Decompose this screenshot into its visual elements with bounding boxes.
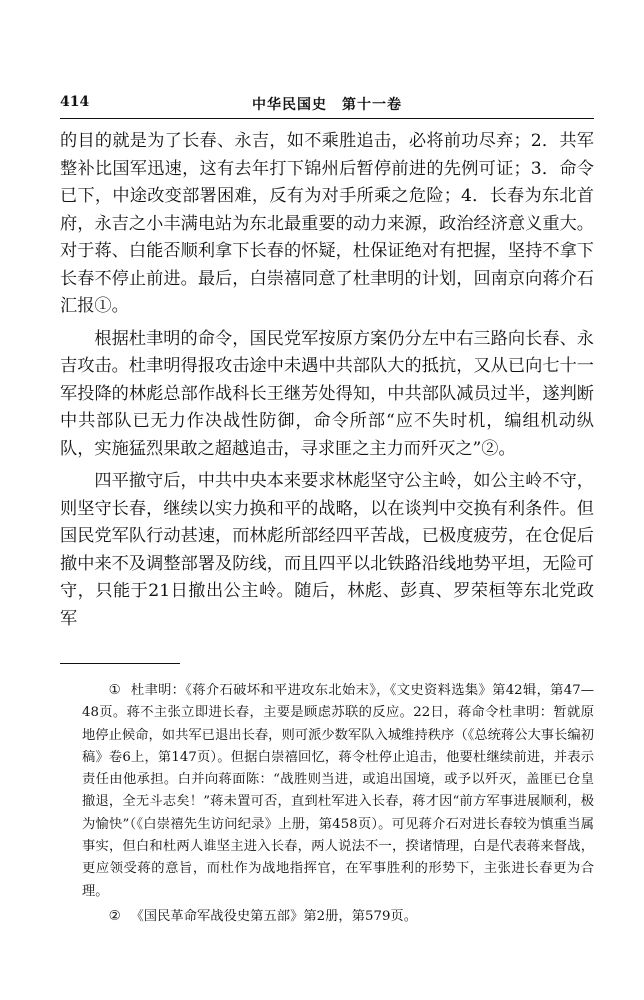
footnote-mark: ② xyxy=(108,908,121,924)
page-number: 414 xyxy=(60,94,90,110)
footnotes xyxy=(60,680,594,931)
footnote xyxy=(60,680,594,903)
body-paragraph: 的目的就是为了长春、永吉，如不乘胜追击，必将前功尽弃；2．共军整补比国军迅速，这有去年打下锦州后暂停前进的先例可证；3．命令已下，中途改变部署困难，反有为对手所乘之危险；4．长春为东北首府，永吉之小丰满电站为东北最重要的动力来源，政治经济意义重大。对于蒋、白能否顺利拿下长春的怀疑，杜保证绝对有把握，坚持不拿下长春不停止前进。最后，白崇禧同意了杜聿明的计划，回南京向蒋介石汇报①。 xyxy=(60,131,594,316)
footnote-mark: ① xyxy=(108,683,121,698)
page-header xyxy=(60,94,594,116)
footnote xyxy=(60,906,594,928)
running-head: 中华民国史 第十一卷 xyxy=(252,97,402,113)
body-text xyxy=(60,128,594,638)
header-rule xyxy=(60,118,594,119)
footnote-text: 杜聿明：《蒋介石破坏和平进攻东北始末》，《文史资料选集》第42辑，第47—48页。蒋不主张立即进长春，主要是顾虑苏联的反应。22日，蒋命令杜聿明：暂就原地停止候命，如共军已退出长春，则可派少数军队入城维持秩序（《总统蒋公大事长编初稿》卷6上，第147页）。但据白崇禧回忆，蒋令杜停止追击，他要杜继续前进，并表示责任由他承担。白并向蒋面陈：“战胜则当进，或追出国境，或予以歼灭，盖匪已仓皇撤退，全无斗志矣！”蒋未置可否，直到杜军进入长春，蒋才因“前方军事进展顺利，极为愉快”（《白崇禧先生访问纪录》上册，第458页）。可见蒋介石对进长春较为慎重当属事实，但白和杜两人谁坚主进入长春，两人说法不一，揆诸情理，白是代表蒋来督战，更应领受蒋的意旨，而杜作为战地指挥官，在军事胜利的形势下，主张进长春更为合理。 xyxy=(82,683,595,899)
body-paragraph: 四平撤守后，中共中央本来要求林彪坚守公主岭，如公主岭不守，则坚守长春，继续以实力换和平的战略，以在谈判中交换有利条件。但国民党军队行动甚速，而林彪所部经四平苦战，已极度疲劳，在仓促后撤中来不及调整部署及防线，而且四平以北铁路沿线地势平坦，无险可守，只能于21日撤出公主岭。随后，林彪、彭真、罗荣桓等东北党政军 xyxy=(60,471,594,629)
footnote-rule xyxy=(60,663,180,664)
body-paragraph: 根据杜聿明的命令，国民党军按原方案仍分左中右三路向长春、永吉攻击。杜聿明得报攻击途中未遇中共部队大的抵抗，又从已向七十一军投降的林彪总部作战科长王继芳处得知，中共部队减员过半，遂判断中共部队已无力作决战性防御，命令所部“应不失时机，编组机动纵队，实施猛烈果敢之超越追击，寻求匪之主力而歼灭之”②。 xyxy=(60,328,594,459)
footnote-text: 《国民革命军战役史第五部》第2册，第579页。 xyxy=(130,908,417,924)
